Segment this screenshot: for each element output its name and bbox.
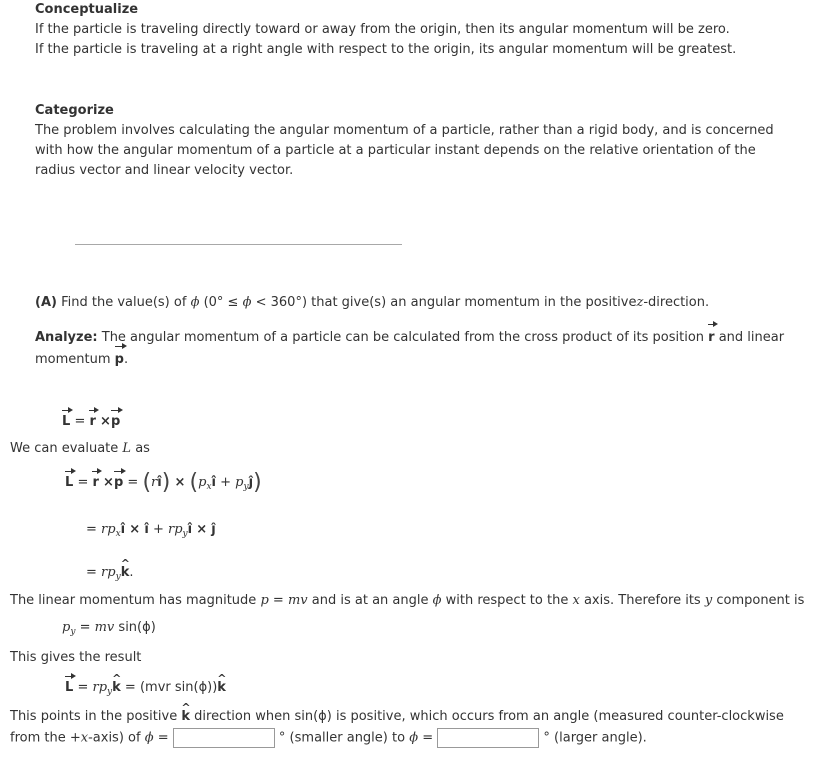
cross-symbol: × <box>103 475 114 490</box>
smaller-angle-input[interactable] <box>173 728 275 748</box>
plus-sign: + <box>220 475 232 490</box>
equation-cross-product <box>65 470 262 496</box>
z-symbol: z <box>636 295 644 310</box>
categorize-text: The problem involves calculating the angular momentum of a particle, rather than a rigid body, and is concerned with how the angular momentum of a particle at a particular instant depends on the relative orientation of the radius vector and linear velocity vector. <box>35 123 774 178</box>
equals-sign: = <box>77 475 89 490</box>
paren-left: ( <box>142 470 152 495</box>
equals-sign: = <box>272 593 284 608</box>
momentum-text-5: component is <box>716 593 805 608</box>
phi-symbol: ϕ <box>432 593 442 608</box>
momentum-description <box>10 592 804 610</box>
equals-sign: = <box>422 730 434 746</box>
mv-symbol: mv <box>287 593 308 608</box>
momentum-text-3: with respect to the <box>445 593 569 608</box>
equals-sign: = <box>74 414 86 429</box>
phi-symbol: ϕ <box>409 730 419 746</box>
L-symbol: L <box>122 441 132 456</box>
L-vector: L <box>65 475 74 490</box>
r-vector: r <box>89 414 96 429</box>
r-symbol: r <box>151 475 158 490</box>
p-symbol: p <box>260 593 269 608</box>
final-text-3: from the + <box>10 730 81 746</box>
y-subscript: y <box>115 572 121 582</box>
momentum-text-2: and is at an angle <box>311 593 429 608</box>
mvr-sin-phi: (mvr sin(ϕ)) <box>139 680 218 695</box>
part-a-question <box>35 293 795 313</box>
equals-sign: = <box>157 730 169 746</box>
equals-sign: = <box>79 620 91 635</box>
k-hat: ^ k <box>217 679 226 697</box>
p-vector: p <box>115 349 124 371</box>
y-subscript: y <box>182 529 188 539</box>
paren-right: ) <box>253 470 262 495</box>
rp-symbol: rp <box>101 522 116 537</box>
p-vector: p <box>110 414 121 429</box>
cross-symbol: × <box>100 414 111 429</box>
final-text-6: ° (larger angle). <box>543 730 647 746</box>
analyze-period: . <box>123 352 129 367</box>
j-hat: ĵ <box>248 475 254 490</box>
y-symbol: y <box>704 593 713 608</box>
i-hat: î <box>144 522 149 537</box>
equals-sign: = <box>124 680 136 695</box>
equals-sign: = <box>77 680 89 695</box>
cross-symbol: × <box>129 522 141 537</box>
i-hat: î <box>187 522 193 537</box>
x-symbol: x <box>572 593 580 608</box>
conceptualize-heading: Conceptualize <box>35 2 139 17</box>
k-hat: ^ k <box>181 708 190 726</box>
phi-symbol: ϕ <box>242 295 252 310</box>
larger-angle-input[interactable] <box>437 728 539 748</box>
r-vector: r <box>708 327 714 349</box>
momentum-text-1: The linear momentum has magnitude <box>10 593 257 608</box>
evaluate-text-2: as <box>135 441 150 456</box>
analyze-text-1: The angular momentum of a particle can be calculated from the cross product of its position <box>101 330 705 345</box>
y-subscript: y <box>243 482 249 492</box>
analyze-section <box>35 327 795 371</box>
k-hat: ^ k <box>121 564 130 582</box>
conceptualize-section <box>35 0 795 60</box>
result-intro: This gives the result <box>10 650 142 665</box>
part-a-text-3: < 360°) that give(s) an angular momentum in the positive <box>255 295 637 310</box>
i-hat: î <box>211 475 216 490</box>
plus-sign: + <box>152 522 164 537</box>
part-a-text-4: -direction. <box>643 295 710 310</box>
p-symbol: p <box>235 475 244 490</box>
rp-symbol: rp <box>101 565 116 580</box>
p-symbol: p <box>62 620 71 635</box>
rp-symbol: rp <box>92 680 108 695</box>
L-vector: L <box>65 680 74 695</box>
period: . <box>129 565 134 580</box>
final-line-1 <box>10 708 784 726</box>
categorize-heading: Categorize <box>35 103 114 118</box>
rp-symbol: rp <box>167 522 183 537</box>
p-symbol: p <box>198 475 207 490</box>
y-subscript: y <box>107 687 113 697</box>
final-text-1: This points in the positive <box>10 709 178 724</box>
equation-expansion <box>86 521 216 543</box>
equation-final <box>65 679 226 701</box>
part-a-text-2: (0° ≤ <box>203 295 239 310</box>
equals-sign: = <box>86 522 97 537</box>
paren-right: ) <box>161 470 171 495</box>
analyze-label: Analyze: <box>35 330 98 345</box>
equals-sign: = <box>86 565 97 580</box>
j-hat: ĵ <box>211 522 216 537</box>
p-vector: p <box>113 475 124 490</box>
cross-symbol: × <box>174 475 186 490</box>
part-a-label: (A) <box>35 295 57 310</box>
final-text-4: -axis) of <box>88 730 141 746</box>
equation-py <box>62 619 156 641</box>
y-subscript: y <box>70 627 76 637</box>
k-hat: ^ k <box>112 679 121 697</box>
evaluate-line <box>10 440 150 458</box>
phi-symbol: ϕ <box>144 730 154 746</box>
analyze-text-2: and linear momentum <box>35 330 785 367</box>
conceptualize-line-2: If the particle is traveling at a right angle with respect to the origin, its angular momentum will be greatest. <box>35 42 737 57</box>
sin-phi: sin(ϕ) <box>118 620 156 635</box>
x-symbol: x <box>80 730 89 746</box>
paren-left: ( <box>189 470 199 495</box>
final-line-2 <box>10 728 647 749</box>
phi-symbol: ϕ <box>190 295 200 310</box>
L-vector: L <box>62 414 71 429</box>
categorize-section <box>35 101 795 181</box>
conceptualize-line-1: If the particle is traveling directly toward or away from the origin, then its angular momentum will be zero. <box>35 22 730 37</box>
equation-definition <box>62 413 120 431</box>
evaluate-text-1: We can evaluate <box>10 441 119 456</box>
i-hat: î <box>157 475 162 490</box>
part-a-text-1: Find the value(s) of <box>61 295 187 310</box>
mv-symbol: mv <box>94 620 115 635</box>
section-divider <box>75 244 402 245</box>
cross-symbol: × <box>196 522 208 537</box>
equation-result-k <box>86 564 133 586</box>
i-hat: î <box>120 522 126 537</box>
final-text-2: direction when sin(ϕ) is positive, which occurs from an angle (measured counter-clockwise <box>194 709 784 724</box>
momentum-text-4: axis. Therefore its <box>583 593 701 608</box>
x-subscript: x <box>206 482 212 492</box>
r-vector: r <box>92 475 99 490</box>
final-text-5: ° (smaller angle) to <box>278 730 406 746</box>
equals-sign: = <box>127 475 139 490</box>
x-subscript: x <box>115 529 121 539</box>
